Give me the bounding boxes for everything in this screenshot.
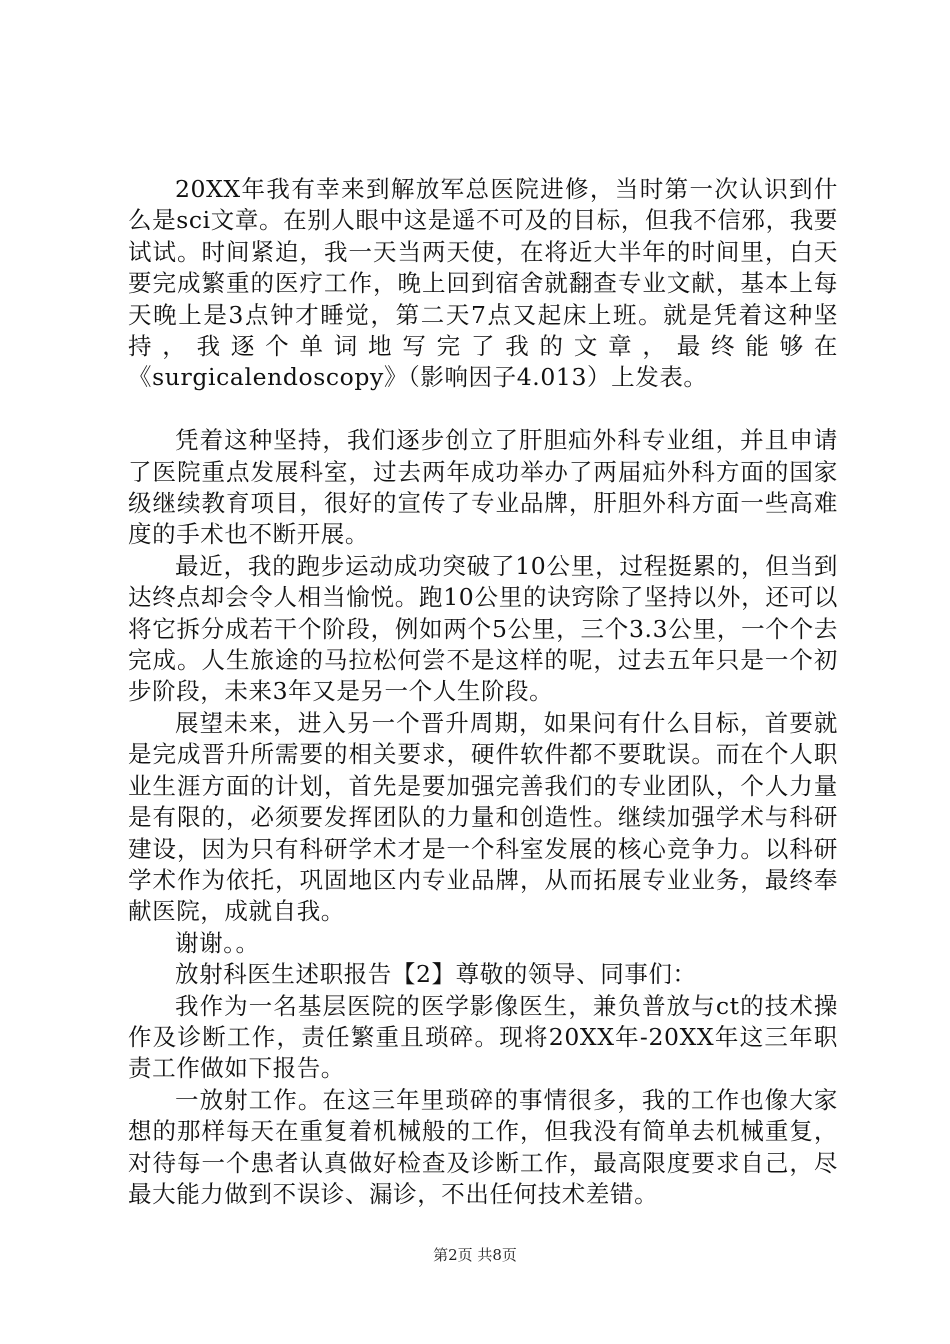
report-heading: 放射科医生述职报告【2】尊敬的领导、同事们： xyxy=(175,960,697,989)
paragraph-3: 最近，我的跑步运动成功突破了10公里，过程挺累的，但当到达终点却会令人相当愉悦。跑10公里的诀窍除了坚持以外，还可以将它拆分成若干个阶段，例如两个5公里，三个3.3公里，一个个去完成。人生旅途的马拉松何尝不是这样的呢，过去五年只是一个初步阶段，未来3年又是另一个人生阶段。 xyxy=(128,551,838,706)
paragraph-7: 一放射工作。在这三年里琐碎的事情很多，我的工作也像大家想的那样每天在重复着机械般的工作，但我没有简单去机械重复，对待每一个患者认真做好检查及诊断工作，最高限度要求自己，尽最大能力做到不误诊、漏诊，不出任何技术差错。 xyxy=(128,1085,838,1208)
paragraph-4: 展望未来，进入另一个晋升周期，如果问有什么目标，首要就是完成晋升所需要的相关要求，硬件软件都不要耽误。而在个人职业生涯方面的计划，首先是要加强完善我们的专业团队，个人力量是有限的，必须要发挥团队的力量和创造性。继续加强学术与科研建设，因为只有科研学术才是一个科室发展的核心竞争力。以科研学术作为依托，巩固地区内专业品牌，从而拓展专业业务，最终奉献医院，成就自我。 xyxy=(128,708,838,926)
paragraph-5: 谢谢。。 xyxy=(175,928,260,957)
paragraph-2: 凭着这种坚持，我们逐步创立了肝胆疝外科专业组，并且申请了医院重点发展科室，过去两年成功举办了两届疝外科方面的国家级继续教育项目，很好的宣传了专业品牌，肝胆外科方面一些高难度的手术也不断开展。 xyxy=(128,426,838,549)
page-footer: 第2页 共8页 xyxy=(433,1246,517,1264)
paragraph-6: 我作为一名基层医院的医学影像医生，兼负普放与ct的技术操作及诊断工作，责任繁重且琐碎。现将20XX年-20XX年这三年职责工作做如下报告。 xyxy=(128,991,838,1083)
paragraph-1: 20XX年我有幸来到解放军总医院进修，当时第一次认识到什么是sci文章。在别人眼中这是遥不可及的目标，但我不信邪，我要试试。时间紧迫，我一天当两天使，在将近大半年的时间里，白天要完成繁重的医疗工作，晚上回到宿舍就翻查专业文献，基本上每天晚上是3点钟才睡觉，第二天7点又起床上班。就是凭着这种坚持，我逐个单词地写完了我的文章，最终能够在《surgicalendoscopy》（影响因子4.013）上发表。 xyxy=(128,175,838,392)
paragraph-spacer xyxy=(128,394,838,425)
document-body xyxy=(128,174,838,1210)
